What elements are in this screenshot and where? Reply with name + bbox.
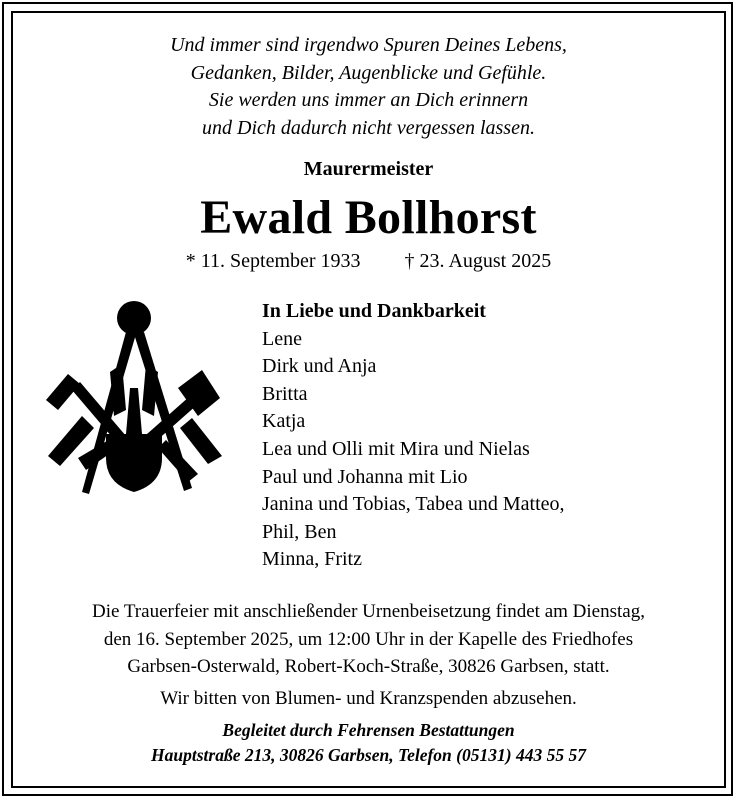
death-date: † 23. August 2025 (404, 250, 552, 272)
poem-line: Sie werden uns immer an Dich erinnern (208, 89, 529, 111)
family-member: Lea und Olli mit Mira und Nielas (262, 437, 530, 460)
family-member: Paul und Johanna mit Lio (262, 465, 468, 488)
flowers-note: Wir bitten von Blumen- und Kranzspenden abzusehen. (160, 688, 577, 709)
poem-line: und Dich dadurch nicht vergessen lassen. (202, 116, 535, 139)
profession-title: Maurermeister (303, 158, 434, 180)
undertaker-name: Begleitet durch Fehrensen Bestattungen (222, 720, 515, 740)
family-member: Janina und Tobias, Tabea und Matteo, (262, 493, 565, 516)
undertaker-address: Hauptstraße 213, 30826 Garbsen, Telefon (05131) 443 55 57 (151, 745, 586, 765)
service-line: Garbsen-Osterwald, Robert-Koch-Straße, 30826 Garbsen, statt. (127, 656, 610, 677)
service-line: Die Trauerfeier mit anschließender Urnenbeisetzung findet am Dienstag, (92, 601, 645, 622)
poem-line: Gedanken, Bilder, Augenblicke und Gefühle. (190, 61, 547, 84)
deceased-name: Ewald Bollhorst (200, 191, 537, 244)
poem-line: Und immer sind irgendwo Spuren Deines Lebens, (170, 34, 567, 56)
service-announcement (0, 598, 737, 681)
life-dates (0, 250, 737, 273)
service-line: den 16. September 2025, um 12:00 Uhr in der Kapelle des Friedhofes (103, 628, 634, 650)
family-member: Dirk und Anja (262, 355, 377, 378)
undertaker-info (0, 718, 737, 768)
mason-guild-emblem-icon (42, 298, 224, 498)
birth-date: * 11. September 1933 (185, 250, 361, 272)
family-member: Phil, Ben (262, 520, 337, 543)
family-member: Lene (262, 327, 302, 350)
family-member: Katja (262, 410, 306, 433)
family-member: Minna, Fritz (262, 548, 362, 571)
family-member: Britta (262, 382, 308, 405)
family-list (262, 298, 565, 574)
memorial-poem (0, 32, 737, 142)
family-heading: In Liebe und Dankbarkeit (262, 300, 486, 322)
